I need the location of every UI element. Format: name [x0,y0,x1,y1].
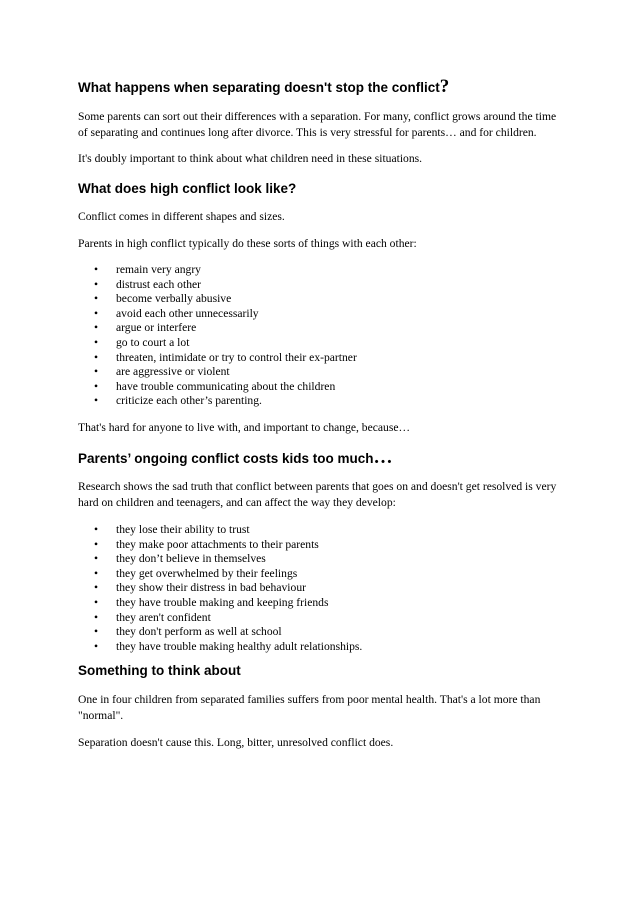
list-item-text: they have trouble making and keeping friends [116,595,329,609]
bullet-icon: • [94,306,99,320]
bullet-icon: • [94,566,99,580]
paragraph: Separation doesn't cause this. Long, bitter, unresolved conflict does. [78,736,394,750]
list-item-text: threaten, intimidate or try to control their ex-partner [116,350,357,364]
list-item [78,538,558,553]
list-item-text: have trouble communicating about the children [116,379,336,393]
list-item [78,596,558,611]
bullet-icon: • [94,394,99,408]
list-item [78,321,558,336]
bullet-icon: • [94,581,99,595]
list-item [78,640,558,655]
list-item-text: argue or interfere [116,321,197,335]
heading-something-to-think-about: Something to think about [78,663,241,679]
paragraph: One in four children from separated families suffers from poor mental health. That's a lot more than "normal". [78,693,541,723]
high-conflict-list [78,263,558,409]
list-item [78,292,558,307]
list-item-text: go to court a lot [116,335,190,349]
bullet-icon: • [94,263,99,276]
paragraph: That's hard for anyone to live with, and important to change, because… [78,420,411,434]
list-item [78,611,558,626]
bullet-icon: • [94,522,99,536]
bullet-icon: • [94,277,99,291]
list-item-text: they lose their ability to trust [116,522,250,536]
list-item [78,278,558,293]
bullet-icon: • [94,610,99,624]
list-item [78,365,558,380]
list-item-text: they get overwhelmed by their feelings [116,566,298,580]
bullet-icon: • [94,639,99,653]
bullet-icon: • [94,365,99,379]
list-item-text: become verbally abusive [116,292,232,306]
effects-on-kids-list [78,523,558,654]
bullet-icon: • [94,537,99,551]
heading-question-mark: ? [439,76,450,97]
heading-separating-conflict [78,78,558,97]
bullet-icon: • [94,321,99,335]
bullet-icon: • [94,350,99,364]
bullet-icon: • [94,552,99,566]
paragraph: It's doubly important to think about what children need in these situations. [78,152,423,165]
bullet-icon: • [94,379,99,393]
list-item [78,263,558,278]
paragraph: Parents in high conflict typically do these sorts of things with each other: [78,237,417,250]
list-item [78,523,558,538]
paragraph: Research shows the sad truth that conflict between parents that goes on and doesn't get resolved is very hard on children and teenagers, and can affect the way they develop: [78,479,557,509]
heading-text: Parents’ ongoing conflict costs kids too much [78,450,374,466]
list-item-text: they show their distress in bad behaviour [116,581,306,595]
list-item-text: they don't perform as well at school [116,625,282,639]
list-item-text: are aggressive or violent [116,365,230,379]
list-item [78,380,558,395]
list-item-text: remain very angry [116,263,201,276]
list-item [78,552,558,567]
list-item [78,567,558,582]
list-item-text: distrust each other [116,277,201,291]
heading-text: What happens when separating doesn't stop the conflict [78,80,440,95]
paragraph: Some parents can sort out their differences with a separation. For many, conflict grows around the time of separating and continues long after divorce. This is very stressful for parents… and for children. [78,110,557,139]
list-item-text: they don’t believe in themselves [116,552,266,566]
list-item [78,394,558,409]
list-item [78,351,558,366]
list-item-text: avoid each other unnecessarily [116,306,259,320]
heading-high-conflict: What does high conflict look like? [78,181,297,196]
bullet-icon: • [94,335,99,349]
document-page [78,78,558,751]
list-item [78,625,558,640]
list-item [78,581,558,596]
bullet-icon: • [94,595,99,609]
bullet-icon: • [94,625,99,639]
paragraph: Conflict comes in different shapes and sizes. [78,210,285,223]
list-item-text: they make poor attachments to their parents [116,537,319,551]
list-item-text: they have trouble making healthy adult relationships. [116,639,363,653]
list-item [78,336,558,351]
list-item [78,307,558,322]
list-item-text: criticize each other’s parenting. [116,394,262,408]
list-item-text: they aren't confident [116,610,211,624]
heading-ellipsis: … [373,446,393,468]
bullet-icon: • [94,292,99,306]
heading-ongoing-conflict-costs [78,446,558,468]
